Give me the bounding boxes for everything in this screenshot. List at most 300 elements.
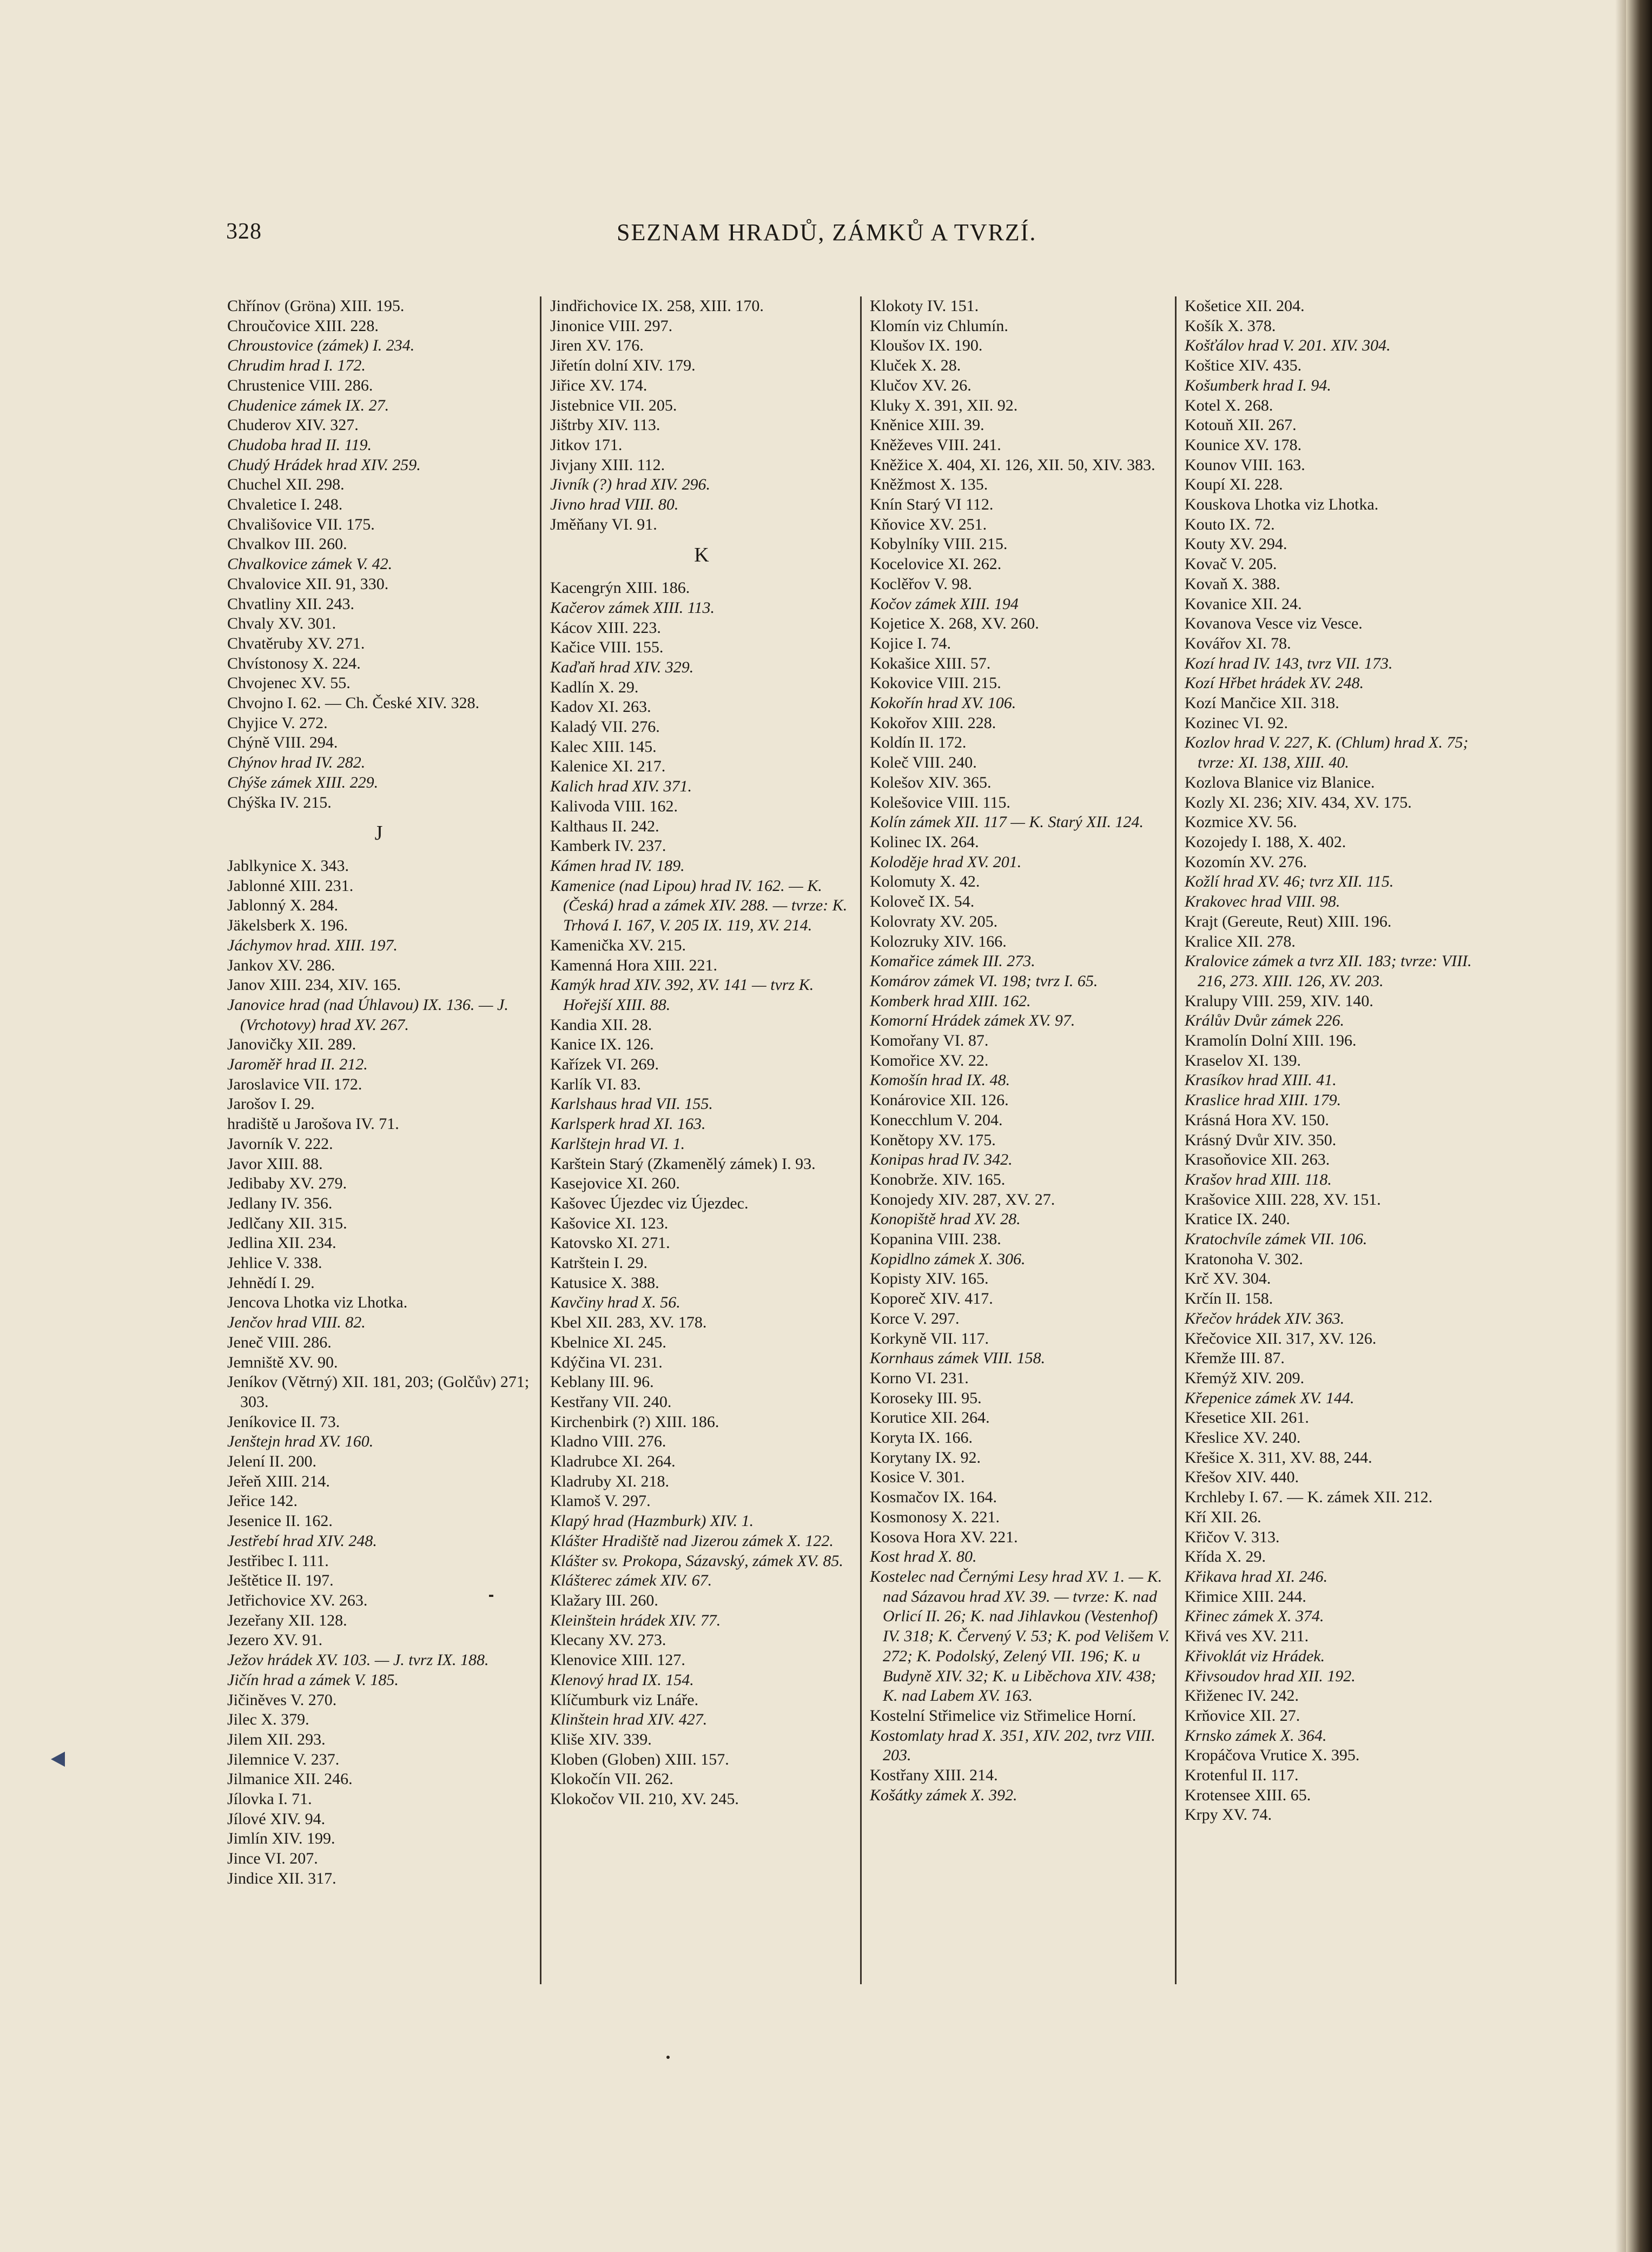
- index-entry: Kamenice (nad Lipou) hrad IV. 162. — K. (Česká) hrad a zámek XIV. 288. — tvrze: K. Trhová I. 167, V. 205 IX. 119, XV. 214.: [550, 876, 848, 935]
- index-entry: Komorní Hrádek zámek XV. 97.: [870, 1012, 1075, 1030]
- index-entry: Chyjice V. 272.: [227, 714, 328, 732]
- index-entry: Konětopy XV. 175.: [870, 1131, 996, 1149]
- index-entry: Korutice XII. 264.: [870, 1409, 990, 1427]
- index-column-3: [870, 296, 1173, 1805]
- index-entry: Kosice V. 301.: [870, 1468, 965, 1487]
- index-entry: Kokovice VIII. 215.: [870, 674, 1001, 692]
- index-entry: Chvaly XV. 301.: [227, 615, 336, 633]
- index-entry: Kornhaus zámek VIII. 158.: [870, 1349, 1046, 1368]
- index-entry: Klokočín VII. 262.: [550, 1770, 673, 1788]
- index-entry: Komošín hrad IX. 48.: [870, 1071, 1010, 1089]
- index-entry: Kolešovice VIII. 115.: [870, 793, 1010, 811]
- index-entry: Kozomín XV. 276.: [1185, 853, 1307, 871]
- index-entry: Krč XV. 304.: [1185, 1270, 1271, 1288]
- index-entry: Kacengrýn XIII. 186.: [550, 579, 690, 597]
- index-entry: Jindice XII. 317.: [227, 1869, 336, 1887]
- index-entry: Kostomlaty hrad X. 351, XIV. 202, tvrz VIII. 203.: [870, 1726, 1155, 1765]
- index-entry: Kostelec nad Černými Lesy hrad XV. 1. — K. nad Sázavou hrad XV. 39. — tvrze: K. nad Orlicí II. 26; K. nad Jihlavkou (Vestenhof) IV. 318; K. Červený V. 53; K. pod Velišem V. 272; K. Podolský, Zelený VII. 196; K. u Budyně XIV. 32; K. u Liběchova XIV. 438; K. nad Labem XV. 163.: [870, 1568, 1169, 1705]
- index-entry: Jencova Lhotka viz Lhotka.: [227, 1293, 408, 1312]
- index-entry: Kovářov XI. 78.: [1185, 634, 1291, 652]
- index-entry: Kotouň XII. 267.: [1185, 416, 1297, 434]
- index-entry: Jivno hrad VIII. 80.: [550, 496, 679, 514]
- index-entry: Křikava hrad XI. 246.: [1185, 1568, 1328, 1586]
- index-entry: Jinonice VIII. 297.: [550, 316, 673, 335]
- index-entry: Kralupy VIII. 259, XIV. 140.: [1185, 992, 1373, 1010]
- index-entry: Jištrby XIV. 113.: [550, 416, 660, 434]
- index-entry: Chroustovice (zámek) I. 234.: [227, 336, 415, 355]
- column-divider-1: [540, 296, 541, 1984]
- index-entry: Kosmačov IX. 164.: [870, 1488, 997, 1507]
- index-entry: Kočov zámek XIII. 194: [870, 595, 1019, 613]
- index-entry: Komárov zámek VI. 198; tvrz I. 65.: [870, 972, 1098, 990]
- index-entry: Jelení II. 200.: [227, 1452, 316, 1471]
- index-entry: Korce V. 297.: [870, 1309, 960, 1328]
- index-entry: Kačerov zámek XIII. 113.: [550, 598, 715, 617]
- index-entry: Jedibaby XV. 279.: [227, 1174, 347, 1193]
- index-entry: Křinec zámek X. 374.: [1185, 1607, 1324, 1626]
- index-entry: Kounov VIII. 163.: [1185, 455, 1305, 474]
- index-entry: Chvojno I. 62. — Ch. České XIV. 328.: [227, 694, 480, 712]
- index-entry: Komořice XV. 22.: [870, 1051, 989, 1069]
- index-entry: Kaďaň hrad XIV. 329.: [550, 658, 694, 676]
- index-entry: Kavčiny hrad X. 56.: [550, 1293, 680, 1312]
- index-entry: Kněnice XIII. 39.: [870, 416, 984, 434]
- index-entry: Jistebnice VII. 205.: [550, 396, 677, 414]
- index-entry: Kloušov IX. 190.: [870, 336, 983, 355]
- index-entry: Chvališovice VII. 175.: [227, 515, 375, 533]
- index-entry: Jesenice II. 162.: [227, 1512, 333, 1530]
- index-entry: Košátky zámek X. 392.: [870, 1786, 1017, 1804]
- index-entry: Kařízek VI. 269.: [550, 1055, 659, 1074]
- index-entry: Kněžmost X. 135.: [870, 476, 988, 494]
- index-entry: Křída X. 29.: [1185, 1548, 1266, 1566]
- index-entry: Králův Dvůr zámek 226.: [1185, 1012, 1344, 1030]
- index-entry: Křiženec IV. 242.: [1185, 1687, 1299, 1705]
- index-entry: Chrustenice VIII. 286.: [227, 376, 373, 394]
- index-entry: Košumberk hrad I. 94.: [1185, 376, 1331, 394]
- index-entry: Jivník (?) hrad XIV. 296.: [550, 476, 711, 494]
- index-entry: Klokočov VII. 210, XV. 245.: [550, 1790, 739, 1808]
- index-entry: Kaladý VII. 276.: [550, 718, 660, 736]
- index-entry: Chuchel XII. 298.: [227, 476, 345, 494]
- index-entry: Kleinštein hrádek XIV. 77.: [550, 1611, 721, 1629]
- index-entry: Jablonný X. 284.: [227, 896, 338, 915]
- index-entry: Křemýž XIV. 209.: [1185, 1369, 1305, 1387]
- index-entry: Kolovraty XV. 205.: [870, 912, 998, 930]
- index-entry: Kbelnice XI. 245.: [550, 1333, 666, 1351]
- index-entry: Koldín II. 172.: [870, 734, 967, 752]
- index-entry: Kratice IX. 240.: [1185, 1210, 1290, 1229]
- index-entry: Jenštejn hrad XV. 160.: [227, 1432, 374, 1451]
- margin-arrow-icon: [51, 1752, 65, 1767]
- index-entry: Kralice XII. 278.: [1185, 932, 1296, 950]
- index-entry: Jiřice XV. 174.: [550, 376, 647, 394]
- index-entry: Kropáčova Vrutice X. 395.: [1185, 1746, 1360, 1765]
- index-entry: Kamenička XV. 215.: [550, 936, 686, 954]
- index-entry: Komořany VI. 87.: [870, 1032, 989, 1050]
- index-entry: Kojetice X. 268, XV. 260.: [870, 615, 1039, 633]
- index-entry: Křemže III. 87.: [1185, 1349, 1285, 1368]
- index-entry: Kácov XIII. 223.: [550, 618, 661, 637]
- index-entry: Jilem XII. 293.: [227, 1730, 326, 1748]
- index-entry: Jindřichovice IX. 258, XIII. 170.: [550, 297, 764, 315]
- index-entry: Kratochvíle zámek VII. 106.: [1185, 1230, 1367, 1249]
- index-entry: Konecchlum V. 204.: [870, 1111, 1003, 1129]
- index-entry: Chvístonosy X. 224.: [227, 654, 361, 672]
- index-entry: Kozojedy I. 188, X. 402.: [1185, 833, 1346, 851]
- index-entry: Kopanina VIII. 238.: [870, 1230, 1001, 1249]
- index-entry: Kámen hrad IV. 189.: [550, 856, 685, 875]
- index-entry: Klinštein hrad XIV. 427.: [550, 1711, 708, 1729]
- index-entry: Klíčumburk viz Lnáře.: [550, 1690, 699, 1709]
- index-column-1: [227, 296, 530, 1889]
- index-entry: Kojice I. 74.: [870, 634, 951, 652]
- index-entry: Kocelovice XI. 262.: [870, 555, 1002, 573]
- index-entry: Kolozruky XIV. 166.: [870, 932, 1007, 950]
- index-entry: Jilemnice V. 237.: [227, 1750, 340, 1768]
- index-entry: Klenový hrad IX. 154.: [550, 1670, 694, 1689]
- index-entry: Křivá ves XV. 211.: [1185, 1627, 1309, 1646]
- index-entry: Koryta IX. 166.: [870, 1429, 973, 1447]
- index-entry: Jetřichovice XV. 263.: [227, 1591, 368, 1609]
- index-entry: Kladruby XI. 218.: [550, 1472, 669, 1490]
- index-entry: Jablkynice X. 343.: [227, 856, 349, 875]
- index-entry: Kounice XV. 178.: [1185, 435, 1302, 454]
- index-entry: Kovaň X. 388.: [1185, 574, 1280, 593]
- index-entry: Jemniště XV. 90.: [227, 1353, 338, 1371]
- index-entry: Kalich hrad XIV. 371.: [550, 777, 692, 796]
- index-entry: Katrštein I. 29.: [550, 1254, 647, 1272]
- index-entry: Chýška IV. 215.: [227, 793, 332, 811]
- index-entry: Kanice IX. 126.: [550, 1035, 654, 1054]
- index-entry: Krasíkov hrad XIII. 41.: [1185, 1071, 1337, 1089]
- index-entry: Krňovice XII. 27.: [1185, 1706, 1300, 1725]
- index-entry: Jarošov I. 29.: [227, 1095, 315, 1113]
- index-entry: Jitkov 171.: [550, 435, 623, 454]
- index-column-4: [1185, 296, 1488, 1825]
- index-entry: Kozí Mančice XII. 318.: [1185, 694, 1339, 712]
- index-entry: Krašovice XIII. 228, XV. 151.: [1185, 1190, 1381, 1208]
- index-entry: Kopisty XIV. 165.: [870, 1270, 989, 1288]
- index-entry: Kožlí hrad XV. 46; tvrz XII. 115.: [1185, 873, 1394, 891]
- index-entry: Jeneč VIII. 286.: [227, 1333, 332, 1351]
- index-entry: Jílové XIV. 94.: [227, 1809, 326, 1828]
- index-entry: Jaroslavice VII. 172.: [227, 1075, 362, 1093]
- index-entry: Kří XII. 26.: [1185, 1508, 1261, 1526]
- index-entry: Kadov XI. 263.: [550, 698, 651, 716]
- index-entry: Konobrže. XIV. 165.: [870, 1170, 1006, 1188]
- index-entry: Kamberk IV. 237.: [550, 837, 666, 855]
- index-entry: Kraselov XI. 139.: [1185, 1051, 1301, 1069]
- index-entry: Jiren XV. 176.: [550, 336, 644, 355]
- index-entry: Jeřice 142.: [227, 1492, 298, 1510]
- index-entry: Jedlina XII. 234.: [227, 1234, 336, 1252]
- index-entry: Kralovice zámek a tvrz XII. 183; tvrze: VIII. 216, 273. XIII. 126, XV. 203.: [1185, 952, 1472, 990]
- index-entry: Jilmanice XII. 246.: [227, 1770, 353, 1788]
- index-entry: Karlshaus hrad VII. 155.: [550, 1095, 713, 1113]
- index-entry: Kozmice XV. 56.: [1185, 813, 1297, 831]
- index-entry: Klokoty IV. 151.: [870, 297, 979, 315]
- page-number: 328: [226, 219, 262, 244]
- index-entry: Kozí hrad IV. 143, tvrz VII. 173.: [1185, 654, 1393, 672]
- index-entry: Kněževes VIII. 241.: [870, 435, 1001, 454]
- index-entry: Kouty XV. 294.: [1185, 535, 1287, 553]
- index-entry: Krotenful II. 117.: [1185, 1766, 1299, 1785]
- index-entry: Kobylníky VIII. 215.: [870, 535, 1008, 553]
- index-entry: Klecany XV. 273.: [550, 1631, 666, 1649]
- index-entry: Kamýk hrad XIV. 392, XV. 141 — tvrz K. Hořejší XIII. 88.: [550, 976, 814, 1014]
- index-entry: Jeníkovice II. 73.: [227, 1412, 340, 1431]
- index-entry: Košťálov hrad V. 201. XIV. 304.: [1185, 336, 1391, 355]
- index-entry: Korytany IX. 92.: [870, 1448, 981, 1467]
- index-entry: Katusice X. 388.: [550, 1273, 659, 1292]
- index-entry: Chýše zámek XIII. 229.: [227, 773, 379, 791]
- index-column-2: [550, 296, 853, 1809]
- index-entry: Kliše XIV. 339.: [550, 1730, 652, 1748]
- index-entry: Kašovec Újezdec viz Újezdec.: [550, 1194, 749, 1212]
- index-entry: Janovičky XII. 289.: [227, 1035, 356, 1054]
- index-entry: Kovanova Vesce viz Vesce.: [1185, 615, 1363, 633]
- page-gutter-shadow: [1615, 0, 1626, 2252]
- index-entry: Kluček X. 28.: [870, 356, 961, 375]
- index-entry: Krásná Hora XV. 150.: [1185, 1111, 1329, 1129]
- index-entry: Kolinec IX. 264.: [870, 833, 979, 851]
- index-entry: Kozí Hřbet hrádek XV. 248.: [1185, 674, 1364, 692]
- index-entry: Kramolín Dolní XIII. 196.: [1185, 1032, 1357, 1050]
- index-entry: Jankov XV. 286.: [227, 956, 335, 974]
- index-entry: Jedlčany XII. 315.: [227, 1214, 347, 1232]
- index-entry: Krnsko zámek X. 364.: [1185, 1726, 1327, 1745]
- index-entry: Korno VI. 231.: [870, 1369, 969, 1387]
- index-entry: Jičiněves V. 270.: [227, 1690, 337, 1709]
- index-entry: Křeslice XV. 240.: [1185, 1429, 1301, 1447]
- index-entry: Kozlova Blanice viz Blanice.: [1185, 773, 1375, 791]
- index-entry: Kovanice XII. 24.: [1185, 595, 1302, 613]
- index-entry: Klomín viz Chlumín.: [870, 316, 1008, 335]
- index-entry: Kosova Hora XV. 221.: [870, 1528, 1018, 1546]
- index-entry: Kolín zámek XII. 117 — K. Starý XII. 124.: [870, 813, 1144, 831]
- stray-dot-mark: [666, 2056, 670, 2059]
- index-entry: Karštein Starý (Zkamenělý zámek) I. 93.: [550, 1154, 816, 1173]
- index-entry: Kdýčina VI. 231.: [550, 1353, 663, 1371]
- index-entry: Kamenná Hora XIII. 221.: [550, 956, 718, 974]
- index-entry: Janovice hrad (nad Úhlavou) IX. 136. — J. (Vrchotovy) hrad XV. 267.: [227, 995, 508, 1034]
- index-entry: Jilec X. 379.: [227, 1711, 309, 1729]
- index-entry: Kolomuty X. 42.: [870, 873, 980, 891]
- index-entry: Konopiště hrad XV. 28.: [870, 1210, 1021, 1229]
- index-entry: Kadlín X. 29.: [550, 678, 639, 696]
- index-entry: Jílovka I. 71.: [227, 1790, 312, 1808]
- index-entry: Klášter sv. Prokopa, Sázavský, zámek XV. 85.: [550, 1551, 843, 1570]
- index-entry: Kostřany XIII. 214.: [870, 1766, 998, 1785]
- index-entry: Kladno VIII. 276.: [550, 1432, 666, 1451]
- index-entry: Koštice XIV. 435.: [1185, 356, 1302, 375]
- index-entry: Kozly XI. 236; XIV. 434, XV. 175.: [1185, 793, 1412, 811]
- index-entry: Krotensee XIII. 65.: [1185, 1786, 1311, 1804]
- index-entry: Chudý Hrádek hrad XIV. 259.: [227, 455, 421, 474]
- index-entry: hradiště u Jarošova IV. 71.: [227, 1115, 399, 1133]
- index-entry: Katovsko XI. 271.: [550, 1234, 670, 1252]
- index-entry: Javorník V. 222.: [227, 1134, 333, 1153]
- index-entry: Chvatliny XII. 243.: [227, 595, 354, 613]
- index-entry: Kalenice XI. 217.: [550, 757, 666, 776]
- index-entry: Koclěřov V. 98.: [870, 574, 972, 593]
- index-entry: Kestřany VII. 240.: [550, 1392, 672, 1411]
- index-entry: Křepenice zámek XV. 144.: [1185, 1389, 1354, 1407]
- index-entry: Chrudim hrad I. 172.: [227, 356, 366, 375]
- index-entry: Jaroměř hrad II. 212.: [227, 1055, 368, 1074]
- index-entry: Kopidlno zámek X. 306.: [870, 1250, 1026, 1268]
- stray-dash-mark: [489, 1595, 493, 1597]
- index-entry: Klenovice XIII. 127.: [550, 1651, 685, 1669]
- index-entry: Křečovice XII. 317, XV. 126.: [1185, 1329, 1377, 1348]
- index-entry: Kňovice XV. 251.: [870, 515, 987, 533]
- index-entry: Kovač V. 205.: [1185, 555, 1277, 573]
- index-entry: Jimlín XIV. 199.: [227, 1830, 335, 1848]
- index-entry: Konárovice XII. 126.: [870, 1091, 1009, 1110]
- index-entry: Jestřebí hrad XIV. 248.: [227, 1531, 377, 1550]
- index-entry: Klučov XV. 26.: [870, 376, 972, 394]
- index-entry: Komberk hrad XIII. 162.: [870, 992, 1031, 1010]
- running-head: SEZNAM HRADŮ, ZÁMKŮ A TVRZÍ.: [617, 219, 1037, 246]
- index-entry: Koporeč XIV. 417.: [870, 1290, 993, 1308]
- index-entry: Ještětice II. 197.: [227, 1571, 334, 1590]
- index-entry: Komařice zámek III. 273.: [870, 952, 1035, 970]
- index-entry: Kouskova Lhotka viz Lhotka.: [1185, 496, 1379, 514]
- index-entry: Křešice X. 311, XV. 88, 244.: [1185, 1448, 1372, 1467]
- index-entry: Kozinec VI. 92.: [1185, 714, 1288, 732]
- index-entry: Karlsperk hrad XI. 163.: [550, 1115, 706, 1133]
- index-entry: Krasoňovice XII. 263.: [1185, 1151, 1330, 1169]
- index-entry: Chroučovice XIII. 228.: [227, 316, 379, 335]
- index-entry: Koupí XI. 228.: [1185, 476, 1283, 494]
- index-entry: Konipas hrad IV. 342.: [870, 1151, 1013, 1169]
- index-entry: Jeníkov (Větrný) XII. 181, 203; (Golčův) 271; 303.: [227, 1373, 530, 1411]
- index-entry: Kokašice XIII. 57.: [870, 654, 991, 672]
- index-entry: Kratonoha V. 302.: [1185, 1250, 1303, 1268]
- index-entry: Jeřeň XIII. 214.: [227, 1472, 330, 1490]
- index-entry: Koloveč IX. 54.: [870, 893, 975, 911]
- index-entry: Kbel XII. 283, XV. 178.: [550, 1313, 707, 1332]
- index-entry: Chudenice zámek IX. 27.: [227, 396, 389, 414]
- section-letter-heading: J: [374, 822, 383, 845]
- index-entry: Jezero XV. 91.: [227, 1631, 323, 1649]
- index-entry: Kněžice X. 404, XI. 126, XII. 50, XIV. 383.: [870, 455, 1155, 474]
- index-entry: Kouto IX. 72.: [1185, 515, 1275, 533]
- index-entry: Karlík VI. 83.: [550, 1075, 641, 1093]
- index-entry: Jáchymov hrad. XIII. 197.: [227, 936, 398, 954]
- index-entry: Krásný Dvůr XIV. 350.: [1185, 1131, 1337, 1149]
- index-entry: Krčín II. 158.: [1185, 1290, 1273, 1308]
- index-entry: Karlštejn hrad VI. 1.: [550, 1134, 685, 1153]
- index-entry: Jedlany IV. 356.: [227, 1194, 333, 1212]
- index-entry: Krašov hrad XIII. 118.: [1185, 1170, 1332, 1188]
- index-entry: Kost hrad X. 80.: [870, 1548, 977, 1566]
- index-entry: Chvatěruby XV. 271.: [227, 634, 365, 652]
- index-entry: Krakovec hrad VIII. 98.: [1185, 893, 1340, 911]
- index-entry: Jezeřany XII. 128.: [227, 1611, 347, 1629]
- index-entry: Kalivoda VIII. 162.: [550, 797, 678, 815]
- index-entry: Klažary III. 260.: [550, 1591, 658, 1609]
- index-entry: Jehnědí I. 29.: [227, 1273, 315, 1292]
- index-entry: Chřínov (Gröna) XIII. 195.: [227, 297, 405, 315]
- index-entry: Křivoklát viz Hrádek.: [1185, 1647, 1325, 1665]
- index-entry: Konojedy XIV. 287, XV. 27.: [870, 1190, 1055, 1208]
- index-entry: Kraslice hrad XIII. 179.: [1185, 1091, 1342, 1110]
- index-entry: Chvaletice I. 248.: [227, 496, 343, 514]
- index-entry: Křešov XIV. 440.: [1185, 1468, 1299, 1487]
- index-entry: Kostelní Střimelice viz Střimelice Horní.: [870, 1706, 1136, 1725]
- index-entry: Krajt (Gereute, Reut) XIII. 196.: [1185, 912, 1392, 930]
- index-entry: Kokořov XIII. 228.: [870, 714, 996, 732]
- index-entry: Ježov hrádek XV. 103. — J. tvrz IX. 188.: [227, 1651, 489, 1669]
- index-entry: Korkyně VII. 117.: [870, 1329, 989, 1348]
- index-entry: Koleč VIII. 240.: [870, 754, 977, 772]
- index-entry: Klamoš V. 297.: [550, 1492, 651, 1510]
- section-letter-heading: K: [694, 544, 709, 567]
- index-entry: Kosmonosy X. 221.: [870, 1508, 1000, 1526]
- index-entry: Koroseky III. 95.: [870, 1389, 982, 1407]
- index-entry: Krchleby I. 67. — K. zámek XII. 212.: [1185, 1488, 1433, 1507]
- index-entry: Kolešov XIV. 365.: [870, 773, 992, 791]
- index-entry: Kladrubce XI. 264.: [550, 1452, 676, 1471]
- index-entry: Jičín hrad a zámek V. 185.: [227, 1670, 399, 1689]
- index-entry: Kasejovice XI. 260.: [550, 1174, 680, 1193]
- index-entry: Košík X. 378.: [1185, 316, 1276, 335]
- index-entry: Křimice XIII. 244.: [1185, 1587, 1306, 1606]
- index-entry: Křičov V. 313.: [1185, 1528, 1280, 1546]
- index-entry: Kluky X. 391, XII. 92.: [870, 396, 1018, 414]
- index-entry: Kačice VIII. 155.: [550, 638, 664, 657]
- index-entry: Chvojenec XV. 55.: [227, 674, 351, 692]
- index-entry: Jestřibec I. 111.: [227, 1551, 329, 1570]
- index-entry: Jehlice V. 338.: [227, 1254, 322, 1272]
- index-entry: Křečov hrádek XIV. 363.: [1185, 1309, 1345, 1328]
- index-entry: Košetice XII. 204.: [1185, 297, 1305, 315]
- index-entry: Chudoba hrad II. 119.: [227, 435, 372, 454]
- index-entry: Kirchenbirk (?) XIII. 186.: [550, 1412, 719, 1431]
- index-entry: Kašovice XI. 123.: [550, 1214, 669, 1232]
- index-entry: Janov XIII. 234, XIV. 165.: [227, 976, 401, 994]
- index-entry: Chvalkov III. 260.: [227, 535, 347, 553]
- index-entry: Křivsoudov hrad XII. 192.: [1185, 1667, 1356, 1685]
- index-entry: Chýnov hrad IV. 282.: [227, 754, 366, 772]
- index-entry: Jivjany XIII. 112.: [550, 455, 665, 474]
- index-entry: Jablonné XIII. 231.: [227, 876, 354, 895]
- index-entry: Kandia XII. 28.: [550, 1015, 652, 1034]
- index-entry: Klášter Hradiště nad Jizerou zámek X. 122.: [550, 1531, 834, 1550]
- index-entry: Krpy XV. 74.: [1185, 1806, 1272, 1824]
- index-entry: Javor XIII. 88.: [227, 1154, 323, 1173]
- index-entry: Knín Starý VI 112.: [870, 496, 994, 514]
- index-entry: Kozlov hrad V. 227, K. (Chlum) hrad X. 75; tvrze: XI. 138, XIII. 40.: [1185, 734, 1469, 772]
- book-spine: [1626, 0, 1652, 2252]
- index-entry: Jince VI. 207.: [227, 1850, 318, 1868]
- index-entry: Jenčov hrad VIII. 82.: [227, 1313, 366, 1332]
- index-entry: Koloděje hrad XV. 201.: [870, 853, 1022, 871]
- index-entry: Chuderov XIV. 327.: [227, 416, 359, 434]
- index-entry: Chvalovice XII. 91, 330.: [227, 574, 389, 593]
- index-entry: Klapý hrad (Hazmburk) XIV. 1.: [550, 1512, 754, 1530]
- index-entry: Kalec XIII. 145.: [550, 737, 657, 756]
- index-entry: Kalthaus II. 242.: [550, 817, 659, 835]
- column-divider-3: [1175, 296, 1177, 1984]
- index-entry: Kotel X. 268.: [1185, 396, 1273, 414]
- index-entry: Jiřetín dolní XIV. 179.: [550, 356, 696, 375]
- index-entry: Křesetice XII. 261.: [1185, 1409, 1309, 1427]
- index-entry: Chvalkovice zámek V. 42.: [227, 555, 393, 573]
- column-divider-2: [860, 296, 862, 1984]
